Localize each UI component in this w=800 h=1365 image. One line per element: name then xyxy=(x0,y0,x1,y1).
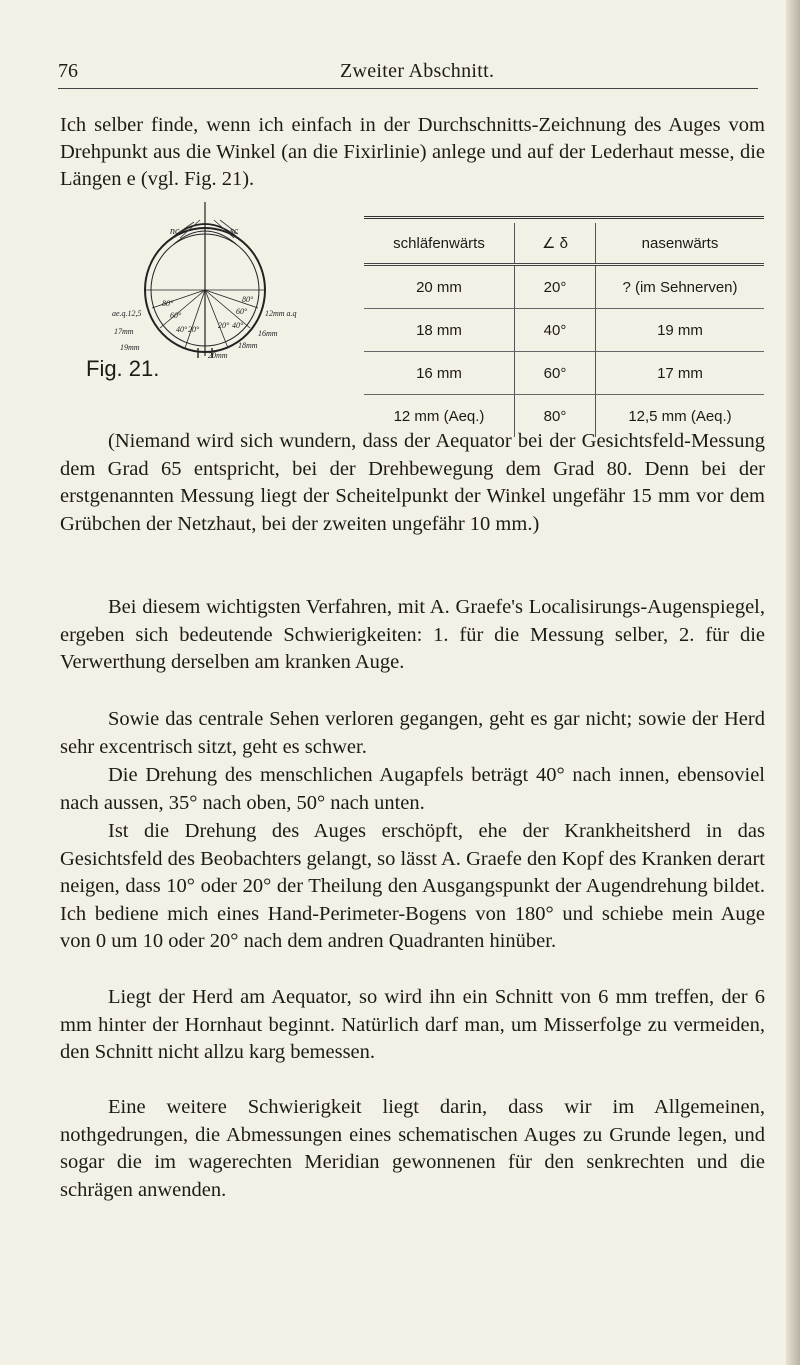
header-rule xyxy=(58,88,758,89)
label-80-left: 80° xyxy=(162,299,174,308)
cell-nasal: 19 mm xyxy=(657,321,703,339)
paragraph-7: Eine weitere Schwierigkeit liegt darin, dass wir im Allgemeinen, nothgedrungen, die Abmessungen eines schematischen Auges zu Grunde legen, und sogar die im wagerechten Meridian gewonnenen für den senkrechten und die schrägen anwenden. xyxy=(60,1096,765,1201)
label-60-right: 60° xyxy=(236,307,248,316)
page-header xyxy=(0,52,800,84)
paragraph-6: Liegt der Herd am Aequator, so wird ihn ein Schnitt von 6 mm treffen, der 6 mm hinter der Hornhaut beginnt. Natürlich darf man, um Misserfolge zu vermeiden, den Schnitt nicht allzu karg bemessen. xyxy=(60,986,765,1063)
label-40-left: 40° xyxy=(176,325,188,334)
table-row xyxy=(364,352,764,395)
label-17mm: 17mm xyxy=(114,327,134,336)
header-temporal: schläfenwärts xyxy=(393,234,485,252)
label-aeq-left: ae.q.12,5 xyxy=(112,309,142,318)
table-header-row xyxy=(364,223,764,266)
cell-nasal: 17 mm xyxy=(657,364,703,382)
cell-temporal: 12 mm (Aeq.) xyxy=(393,407,485,425)
label-80-right: 80° xyxy=(242,295,254,304)
table-row xyxy=(364,266,764,309)
label-sc: sc xyxy=(230,226,239,237)
eye-section-diagram xyxy=(110,198,350,358)
cell-angle: 40° xyxy=(514,309,596,351)
paragraph-2: Bei diesem wichtigsten Verfahren, mit A. Graefe's Localisirungs-Augenspiegel, ergeben sich bedeutende Schwierigkeiten: 1. für die Messung selber, 2. für die Verwerthung derselben am kranken Auge. xyxy=(60,596,765,673)
running-head: Zweiter Abschnitt. xyxy=(340,60,495,82)
paragraph-1: (Niemand wird sich wundern, dass der Aequator bei der Gesichtsfeld-Messung dem Grad 65 entspricht, bei der Drehbewegung dem Grad 80. Denn bei der erstgenannten Messung liegt der Scheitelpunkt der Winkel ungefähr 15 mm vor dem Grübchen der Netzhaut, bei der zweiten ungefähr 10 mm.) xyxy=(60,430,765,535)
label-20-left: 20° xyxy=(188,325,200,334)
page-number: 76 xyxy=(58,60,78,82)
cell-angle: 60° xyxy=(514,352,596,394)
cell-temporal: 20 mm xyxy=(416,278,462,296)
label-aeq-right: 12mm a.q xyxy=(265,309,297,318)
paragraph-3: Sowie das centrale Sehen verloren gegangen, geht es gar nicht; sowie der Herd sehr excentrisch sitzt, geht es schwer. xyxy=(60,708,765,758)
label-20mm: 20mm xyxy=(208,351,228,358)
label-nc: nc xyxy=(170,226,180,237)
cell-nasal: 12,5 mm (Aeq.) xyxy=(628,407,732,425)
header-angle: ∠ δ xyxy=(514,223,596,263)
label-18mm: 18mm xyxy=(238,341,258,350)
cell-angle: 20° xyxy=(514,266,596,308)
table-row xyxy=(364,309,764,352)
paragraph-4: Die Drehung des menschlichen Augapfels beträgt 40° nach innen, ebensoviel nach aussen, 35° nach oben, 50° nach unten. xyxy=(60,764,765,814)
cell-temporal: 18 mm xyxy=(416,321,462,339)
cell-nasal: ? (im Sehnerven) xyxy=(622,278,738,296)
figure-caption: Fig. 21. xyxy=(86,356,160,381)
table-top-rule xyxy=(364,216,764,223)
cell-angle: 80° xyxy=(514,395,596,437)
label-60-left: 60° xyxy=(170,311,182,320)
label-40-right: 40° xyxy=(232,321,244,330)
measurement-table xyxy=(364,216,764,437)
paragraph-5: Ist die Drehung des Auges erschöpft, ehe der Krankheitsherd in das Gesichtsfeld des Beobachters gelangt, so lässt A. Graefe den Kopf des Kranken derart neigen, dass 10° oder 20° der Theilung den Ausgangspunkt der Augendrehung bildet. Ich bediene mich eines Hand-Perimeter-Bogens von 180° und schiebe mein Auge von 0 um 10 oder 20° nach dem andren Quadranten hinüber. xyxy=(60,820,765,952)
label-16mm: 16mm xyxy=(258,329,278,338)
header-nasal: nasenwärts xyxy=(641,234,719,252)
page-edge xyxy=(786,0,800,1365)
cell-temporal: 16 mm xyxy=(416,364,462,382)
label-20-right: 20° xyxy=(218,321,230,330)
label-19mm: 19mm xyxy=(120,343,140,352)
intro-paragraph: Ich selber finde, wenn ich einfach in der Durchschnitts-Zeichnung des Auges vom Drehpunkt aus die Winkel (an die Fixirlinie) anlege und auf der Lederhaut messe, die Längen e (vgl. Fig. 21). xyxy=(60,114,765,190)
